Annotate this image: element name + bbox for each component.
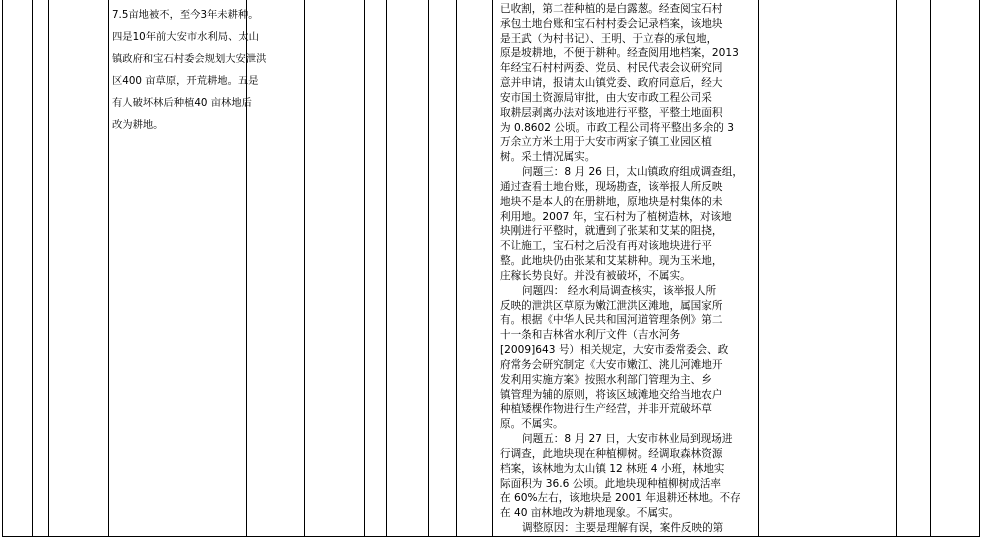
left-line: 区400 亩草原，开荒耕地。五是 bbox=[112, 75, 259, 87]
main-line: 通过查看土地台账，现场勘查，该举报人所反映 bbox=[500, 180, 723, 193]
left-line: 7.5亩地被不，至今3年未耕种。 bbox=[112, 9, 259, 21]
main-line: 反映的泄洪区草原为嫩江泄洪区滩地，属国家所 bbox=[500, 299, 723, 312]
main-line: 取耕层剥离办法对该地进行平整，平整土地面积 bbox=[500, 106, 723, 119]
row-border bbox=[2, 536, 980, 537]
main-line: 意并申请，报请太山镇党委、政府同意后，经大 bbox=[500, 77, 723, 90]
main-line: 府常务会研究制定《大安市嫩江、洮儿河滩地开 bbox=[500, 358, 723, 371]
main-line: 际面积为 36.6 公顷。此地块现种植柳树成活率 bbox=[500, 477, 722, 490]
main-line: 整。此地块仍由张某和艾某耕种。现为玉米地， bbox=[500, 255, 723, 268]
main-line: 万余立方米土用于大安市两家子镇工业园区植 bbox=[500, 136, 712, 149]
column-border bbox=[979, 0, 980, 537]
main-line: 有。根据《中华人民共和国河道管理条例》第二 bbox=[500, 314, 723, 327]
main-line: 在 60%左右，该地块是 2001 年退耕还林地。不存 bbox=[500, 492, 741, 505]
main-line: 问题三：8 月 26 日，太山镇政府组成调查组， bbox=[522, 166, 744, 179]
main-line: 庄稼长势良好。并没有被破坏，不属实。 bbox=[500, 269, 691, 282]
column-border bbox=[32, 0, 33, 537]
main-cell bbox=[500, 2, 755, 536]
main-line: 原是坡耕地，不便于耕种。经查阅用地档案，2013 bbox=[500, 47, 739, 60]
main-line: 已收割，第二茬种植的是白露葱。经查阅宝石村 bbox=[500, 3, 723, 15]
column-border bbox=[2, 0, 3, 537]
column-border bbox=[48, 0, 49, 537]
column-border bbox=[304, 0, 305, 537]
column-border bbox=[758, 0, 759, 537]
column-border bbox=[108, 0, 109, 537]
main-line: 为 0.8602 公顷。市政工程公司将平整出多余的 3 bbox=[500, 121, 735, 134]
main-line: 问题四： 经水利局调查核实，该举报人所 bbox=[522, 284, 717, 297]
main-line: 承包土地台账和宝石村村委会记录档案，该地块 bbox=[500, 17, 723, 30]
main-line: 是王武（为村书记）、王明、于立春的承包地， bbox=[500, 32, 718, 45]
main-line: 问题五：8 月 27 日，大安市林业局到现场进 bbox=[522, 433, 733, 446]
main-line: 原。不属实。 bbox=[500, 418, 564, 431]
main-line: 十一条和吉林省水利厅文件（吉水河务 bbox=[500, 329, 681, 342]
main-line: 不让施工，宝石村之后没有再对该地块进行平 bbox=[500, 240, 712, 253]
main-line: 镇管理为辅的原则，将该区域滩地交给当地农户 bbox=[500, 388, 723, 401]
left-line: 改为耕地。 bbox=[112, 119, 164, 131]
main-line: 安市国土资源局审批，由大安市政工程公司采 bbox=[500, 91, 712, 104]
column-border bbox=[364, 0, 365, 537]
left-line: 四是10年前大安市水利局、太山 bbox=[112, 31, 259, 43]
column-border bbox=[896, 0, 897, 537]
column-border bbox=[386, 0, 387, 537]
column-border bbox=[492, 0, 493, 537]
main-line: 树。采土情况属实。 bbox=[500, 151, 596, 164]
main-line: [2009]643 号）相关规定，大安市委常委会、政 bbox=[500, 344, 729, 357]
main-line: 档案，该林地为太山镇 12 林班 4 小班，林地实 bbox=[500, 462, 725, 475]
column-border bbox=[456, 0, 457, 537]
main-line: 利用地。2007 年，宝石村为了植树造林，对该地 bbox=[500, 210, 732, 223]
left-line: 有人破坏林后种植40 亩林地后 bbox=[112, 97, 252, 109]
column-border bbox=[428, 0, 429, 537]
main-line: 年经宝石村村两委、党员、村民代表会议研究同 bbox=[500, 62, 723, 75]
main-line: 块刚进行平整时，就遭到了张某和艾某的阻挠， bbox=[500, 225, 723, 238]
main-line: 行调查，此地块现在种植柳树。经调取森林资源 bbox=[500, 447, 723, 460]
main-line: 发利用实施方案》按照水利部门管理为主、乡 bbox=[500, 373, 712, 386]
left-cell bbox=[112, 4, 267, 136]
main-line: 地块不是本人的在册耕地，原地块是村集体的未 bbox=[500, 195, 723, 208]
main-line: 种植矮棵作物进行生产经营，并非开荒破坏草 bbox=[500, 403, 712, 416]
column-border bbox=[930, 0, 931, 537]
main-line: 调整原因：主要是理解有误，案件反映的第 bbox=[522, 521, 724, 534]
main-line: 在 40 亩林地改为耕地现象。不属实。 bbox=[500, 507, 680, 520]
left-line: 镇政府和宝石村委会规划大安泄洪 bbox=[112, 53, 267, 65]
